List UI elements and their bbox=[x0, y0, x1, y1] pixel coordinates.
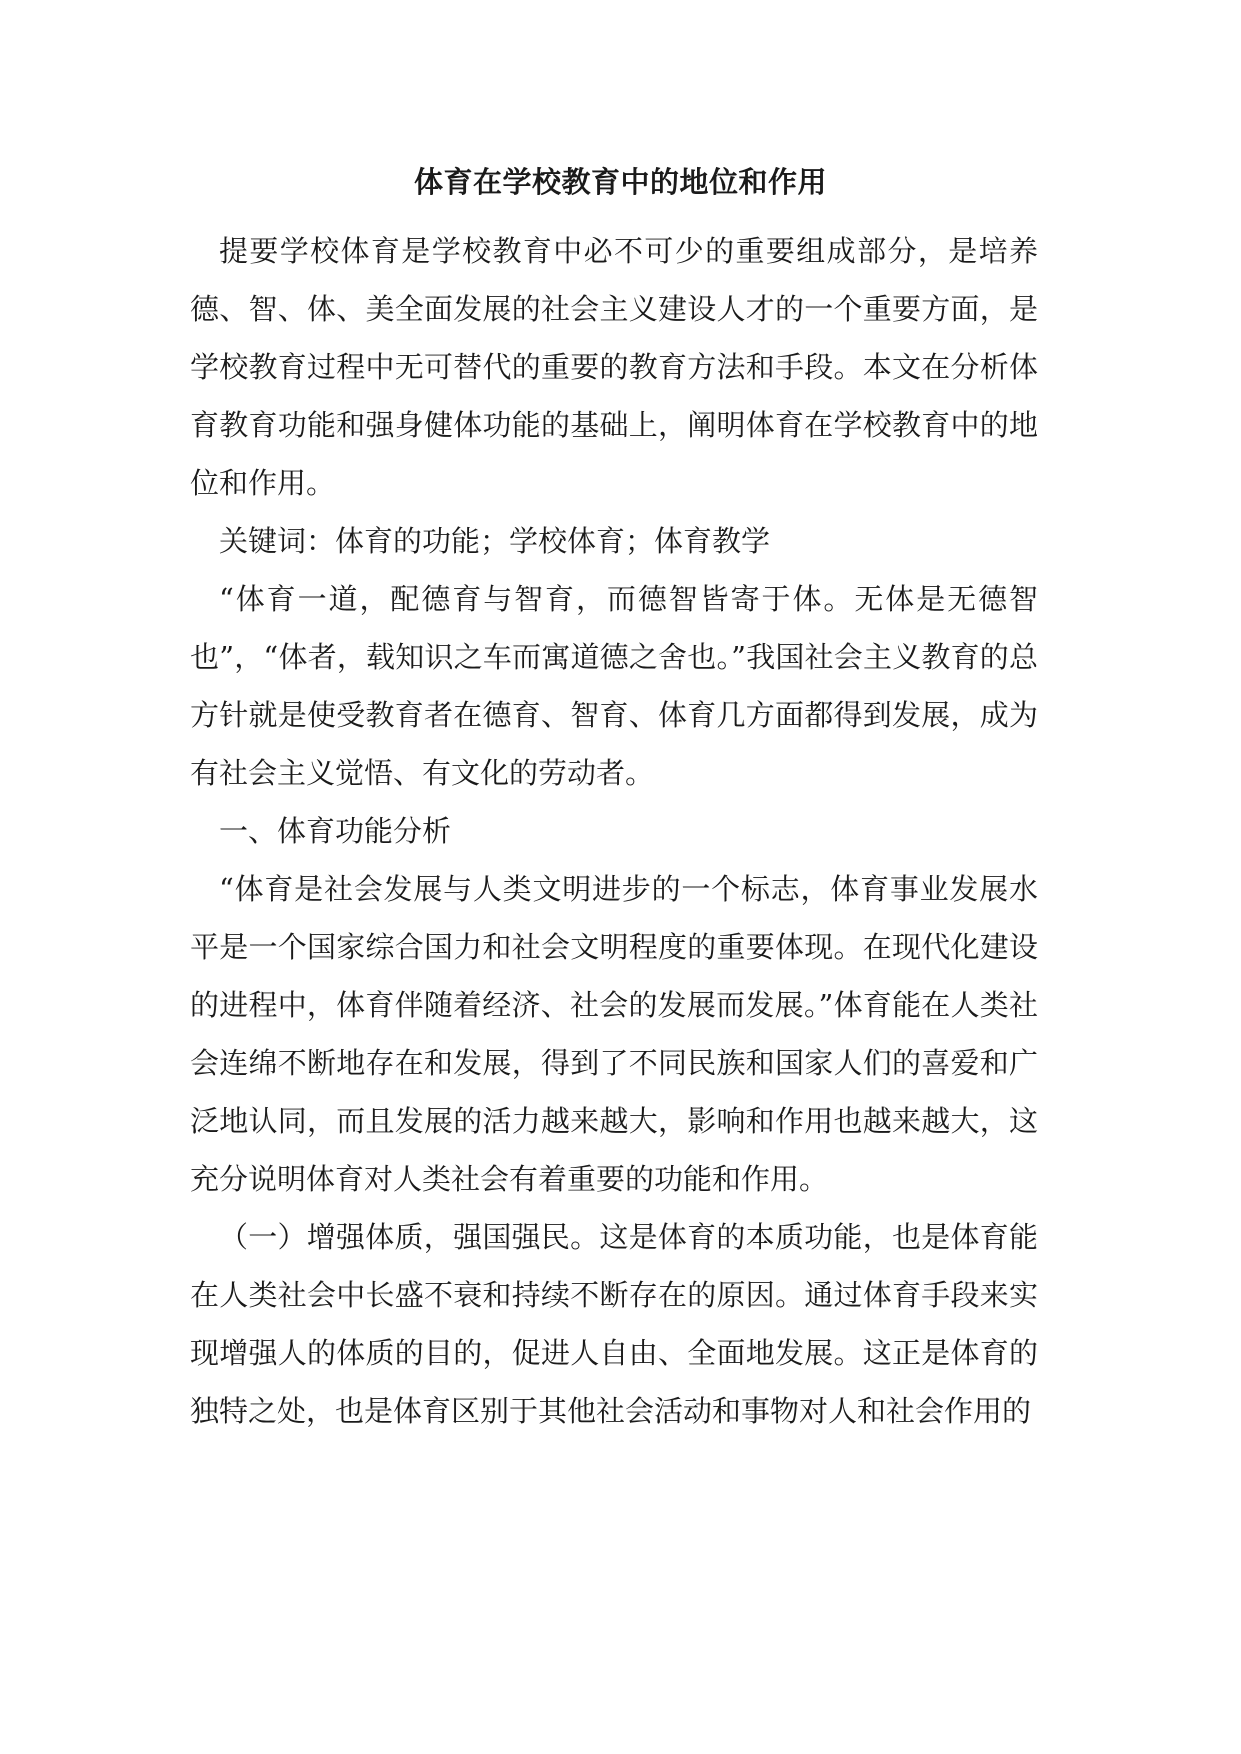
section-paragraph: “体育是社会发展与人类文明进步的一个标志，体育事业发展水平是一个国家综合国力和社会文明程度的重要体现。在现代化建设的进程中，体育伴随着经济、社会的发展而发展。”体育能在人类社会连绵不断地存在和发展，得到了不同民族和国家人们的喜爱和广泛地认同，而且发展的活力越来越大，影响和作用也越来越大，这充分说明体育对人类社会有着重要的功能和作用。 bbox=[190, 872, 1038, 1196]
abstract-paragraph: 提要学校体育是学校教育中必不可少的重要组成部分，是培养德、智、体、美全面发展的社会主义建设人才的一个重要方面，是学校教育过程中无可替代的重要的教育方法和手段。本文在分析体育教育功能和强身健体功能的基础上，阐明体育在学校教育中的地位和作用。 bbox=[190, 234, 1038, 500]
section-heading: 一、体育功能分析 bbox=[219, 814, 452, 848]
subsection-paragraph: （一）增强体质，强国强民。这是体育的本质功能，也是体育能在人类社会中长盛不衰和持续不断存在的原因。通过体育手段来实现增强人的体质的目的，促进人自由、全面地发展。这正是体育的独特之处，也是体育区别于其他社会活动和事物对人和社会作用的 bbox=[190, 1220, 1038, 1428]
page-title: 体育在学校教育中的地位和作用 bbox=[413, 165, 827, 199]
keywords-paragraph: 关键词：体育的功能；学校体育；体育教学 bbox=[219, 524, 771, 558]
intro-quote-paragraph: “体育一道，配德育与智育，而德智皆寄于体。无体是无德智也”，“体者，载知识之车而寓道德之舍也。”我国社会主义教育的总方针就是使受教育者在德育、智育、体育几方面都得到发展，成为有社会主义觉悟、有文化的劳动者。 bbox=[190, 582, 1038, 790]
document-body bbox=[190, 222, 1038, 1440]
